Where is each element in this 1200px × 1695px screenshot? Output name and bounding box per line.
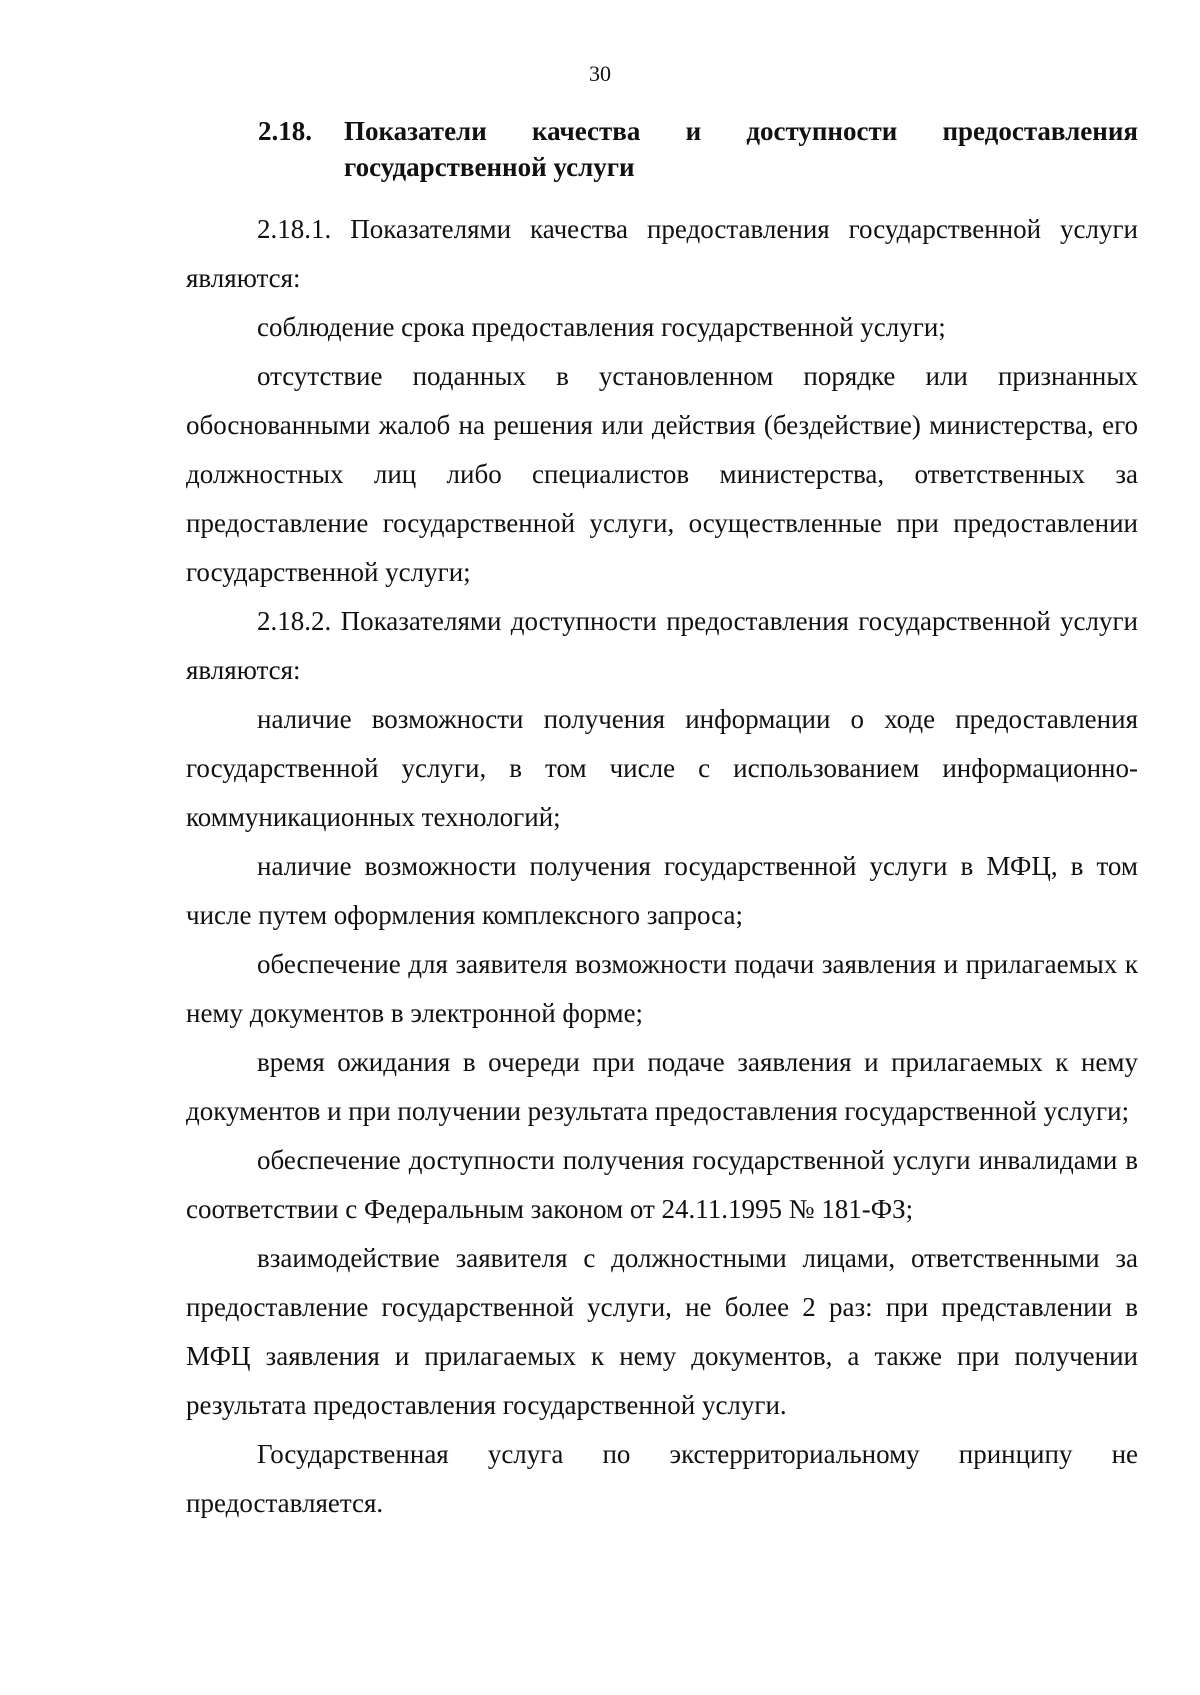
paragraph-accessibility-info: наличие возможности получения информации о ходе предоставления государственной услуги, в том числе с использованием информационно-коммуникационных технологий; bbox=[186, 704, 1138, 832]
paragraph-accessibility-queue: время ожидания в очереди при подаче заявления и прилагаемых к нему документов и при получении результата предоставления государственной услуги; bbox=[186, 1047, 1138, 1126]
document-body bbox=[186, 205, 1138, 1528]
section-heading bbox=[258, 113, 1138, 185]
paragraph-accessibility-intro: 2.18.2. Показателями доступности предоставления государственной услуги являются: bbox=[186, 606, 1138, 685]
section-number: 2.18. bbox=[258, 116, 312, 146]
paragraph-extraterritorial: Государственная услуга по экстерриториальному принципу не предоставляется. bbox=[186, 1439, 1138, 1518]
paragraph-quality-intro: 2.18.1. Показателями качества предоставления государственной услуги являются: bbox=[186, 214, 1138, 293]
paragraph-accessibility-interaction: взаимодействие заявителя с должностными лицами, ответственными за предоставление государственной услуги, не более 2 раз: при представлении в МФЦ заявления и прилагаемых к нему документов, а также при получении результата предоставления государственной услуги. bbox=[186, 1243, 1138, 1420]
paragraph-quality-deadline: соблюдение срока предоставления государственной услуги; bbox=[257, 312, 946, 342]
paragraph-accessibility-electronic: обеспечение для заявителя возможности подачи заявления и прилагаемых к нему документов в электронной форме; bbox=[186, 949, 1138, 1028]
section-title: Показатели качества и доступности предоставления государственной услуги bbox=[344, 116, 1138, 182]
paragraph-quality-complaints: отсутствие поданных в установленном порядке или признанных обоснованными жалоб на решения или действия (бездействие) министерства, его должностных лиц либо специалистов министерства, ответственных за предоставление государственной услуги, осуществленные при предоставлении государственной услуги; bbox=[186, 361, 1138, 587]
page-number: 30 bbox=[589, 61, 611, 86]
paragraph-accessibility-mfc: наличие возможности получения государственной услуги в МФЦ, в том числе путем оформления комплексного запроса; bbox=[186, 851, 1138, 930]
paragraph-accessibility-disabled: обеспечение доступности получения государственной услуги инвалидами в соответствии с Федеральным законом от 24.11.1995 № 181-ФЗ; bbox=[186, 1145, 1138, 1224]
